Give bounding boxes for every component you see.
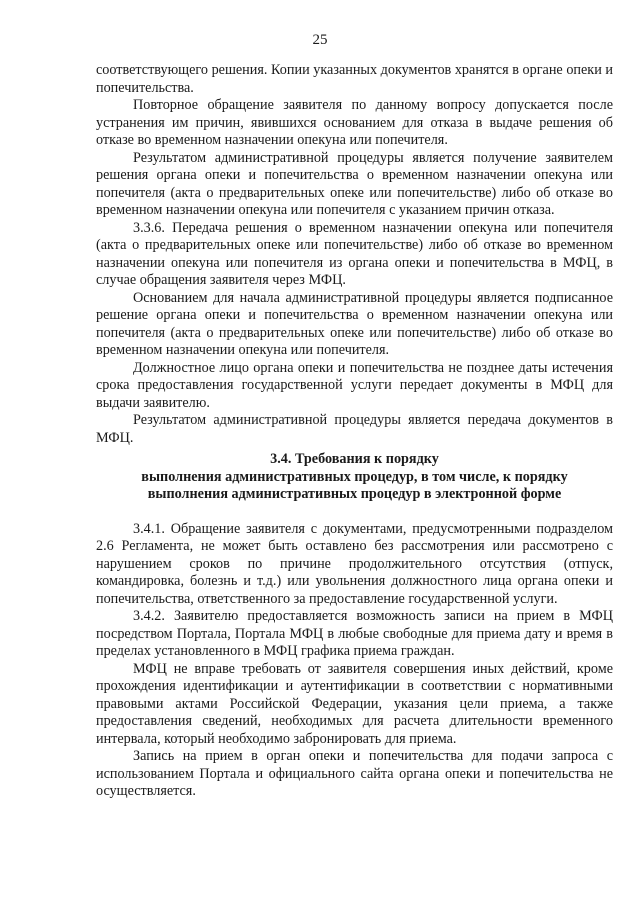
document-body (96, 62, 613, 801)
paragraph: 3.4.1. Обращение заявителя с документами, предусмотренными подразделом 2.6 Регламента, не может быть оставлено без рассмотрения или рассмотрено с нарушением сроков по причине продолжительного отсутствия (отпуск, командировка, болезнь и т.д.) или увольнения должностного лица органа опеки и попечительства, ответственного за предоставление государственной услуги. (96, 520, 613, 607)
paragraph: Основанием для начала административной процедуры является подписанное решение органа опеки и попечительства о временном назначении опекуна или попечителя (акта о предварительных опеке или попечительстве) либо об отказе во временном назначении опекуна или попечителя. (96, 289, 613, 358)
paragraphs-before (96, 62, 613, 447)
paragraph: Повторное обращение заявителя по данному вопросу допускается после устранения им причин, явившихся основанием для отказа в выдаче решения об отказе во временном назначении опекуна или попечителя. (96, 97, 613, 148)
paragraph: Результатом административной процедуры является передача документов в МФЦ. (96, 412, 613, 446)
paragraph: Запись на прием в орган опеки и попечительства для подачи запроса с использованием Портала и официального сайта органа опеки и попечительства не осуществляется. (96, 748, 613, 799)
paragraph: МФЦ не вправе требовать от заявителя совершения иных действий, кроме прохождения идентификации и аутентификации в соответствии с нормативными правовыми актами Российской Федерации, указания цели приема, а также предоставления сведений, необходимых для расчета длительности временного интервала, который необходимо забронировать для приема. (96, 660, 613, 747)
paragraph: Должностное лицо органа опеки и попечительства не позднее даты истечения срока предоставления государственной услуги передает документы в МФЦ для выдачи заявителю. (96, 359, 613, 411)
page-number: 25 (312, 32, 328, 48)
section-heading-line: выполнения административных процедур, в том числе, к порядку (141, 468, 568, 485)
paragraph: 3.4.2. Заявителю предоставляется возможность записи на прием в МФЦ посредством Портала, Портала МФЦ в любые свободные для приема дату и время в пределах установленного в МФЦ графика приема граждан. (96, 608, 613, 659)
section-heading (96, 451, 613, 504)
paragraph: Результатом административной процедуры является получение заявителем решения органа опеки и попечительства о временном назначении опекуна или попечителя (акта о предварительных опеке или попечительстве) либо об отказе во временном назначении опекуна или попечителя с указанием причин отказа. (96, 149, 613, 218)
paragraph: 3.3.6. Передача решения о временном назначении опекуна или попечителя (акта о предварительных опеке или попечительстве) либо об отказе во временном назначении опекуна или попечителя из органа опеки и попечительства в МФЦ, в случае обращения заявителя через МФЦ. (96, 219, 613, 288)
paragraphs-after (96, 521, 613, 801)
paragraph: соответствующего решения. Копии указанных документов хранятся в органе опеки и попечительства. (96, 62, 613, 96)
section-heading-line: 3.4. Требования к порядку (270, 451, 439, 467)
section-heading-line: выполнения административных процедур в электронной форме (147, 486, 562, 502)
